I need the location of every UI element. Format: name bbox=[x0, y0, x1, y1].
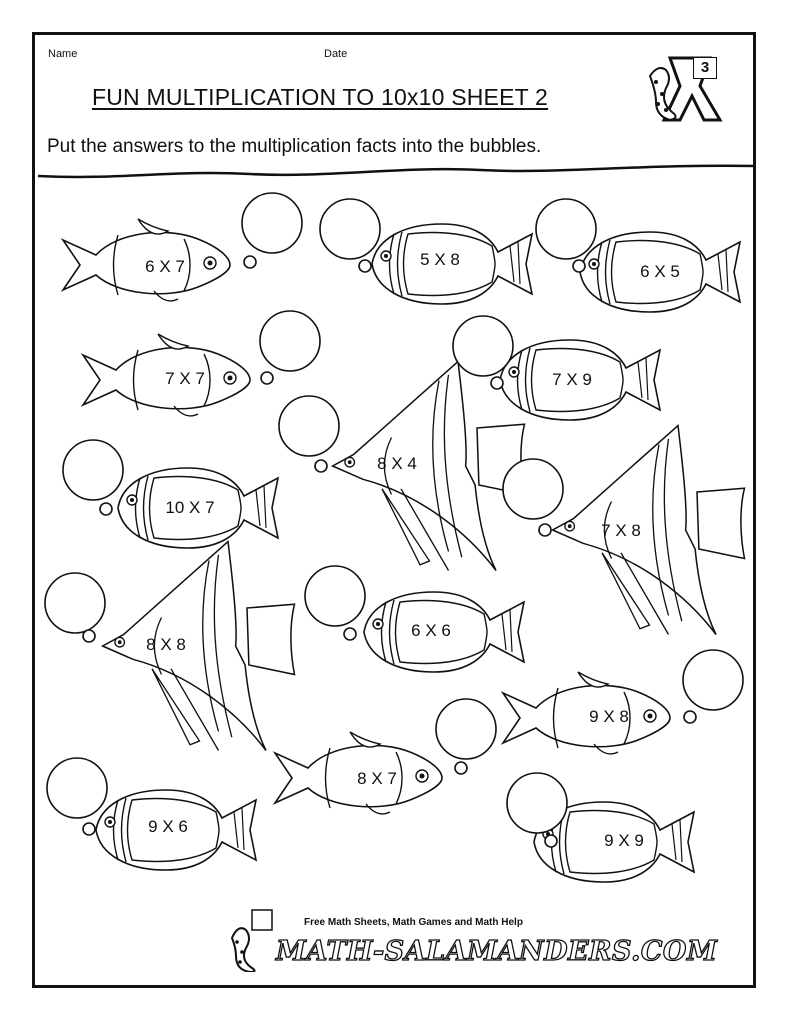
salamander-logo-icon bbox=[222, 908, 274, 972]
date-label: Date bbox=[324, 48, 348, 60]
fact-label: 6 X 5 bbox=[640, 262, 680, 281]
fact-label: 6 X 6 bbox=[411, 621, 451, 640]
grade-badge: 3 bbox=[693, 57, 717, 79]
instructions: Put the answers to the multiplication facts into the bubbles. bbox=[47, 136, 542, 157]
fact-label: 5 X 8 bbox=[420, 250, 460, 269]
fact-label: 7 X 8 bbox=[601, 521, 641, 540]
fact-label: 9 X 9 bbox=[604, 831, 644, 850]
fact-label: 9 X 8 bbox=[589, 707, 629, 726]
footer-site-name[interactable]: MATH-SALAMANDERS.COM bbox=[276, 936, 718, 967]
fact-label: 8 X 4 bbox=[377, 454, 417, 473]
fact-label: 10 X 7 bbox=[165, 498, 215, 517]
fact-label: 7 X 7 bbox=[165, 369, 205, 388]
page-title: FUN MULTIPLICATION TO 10x10 SHEET 2 bbox=[92, 84, 549, 110]
fact-label: 9 X 6 bbox=[148, 817, 188, 836]
footer-tagline: Free Math Sheets, Math Games and Math Help bbox=[304, 917, 523, 928]
fact-label: 8 X 8 bbox=[146, 635, 186, 654]
fact-label: 7 X 9 bbox=[552, 370, 592, 389]
fact-label: 6 X 7 bbox=[145, 257, 185, 276]
name-label: Name bbox=[48, 48, 78, 60]
fact-label: 8 X 7 bbox=[357, 769, 397, 788]
